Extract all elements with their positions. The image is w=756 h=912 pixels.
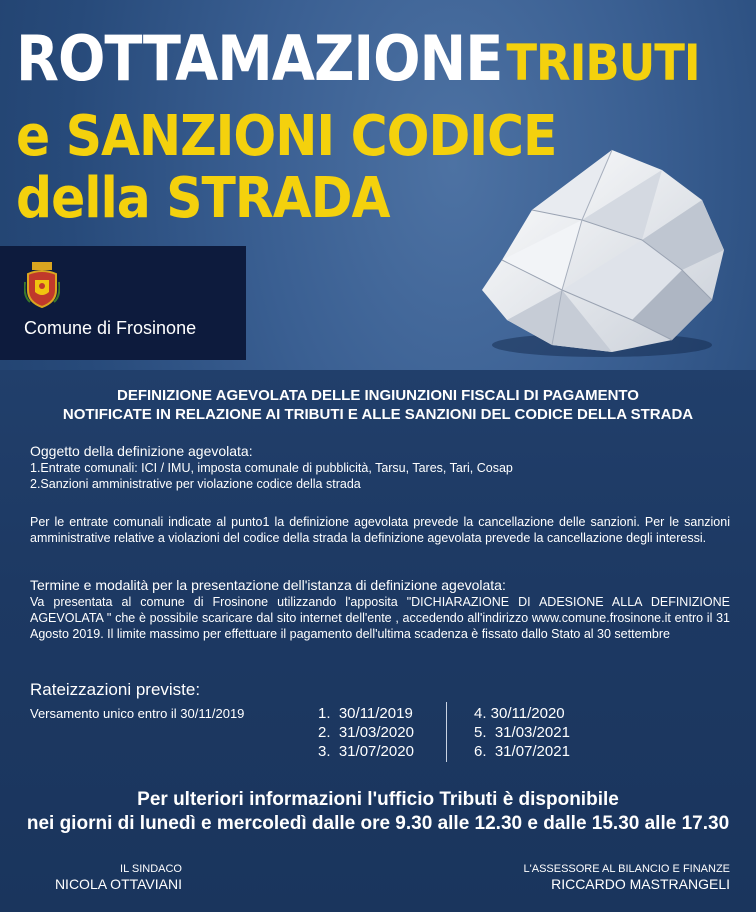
signature-assessore (470, 862, 730, 892)
headline-line-1 (16, 22, 700, 106)
oggetto-section (30, 442, 730, 492)
info-line-2: nei giorni di lunedì e mercoledì dalle ore 9.30 alle 12.30 e dalle 15.30 alle 17.30 (26, 813, 730, 834)
rate-column-2 (474, 704, 570, 761)
assessore-name: RICCARDO MASTRANGELI (551, 876, 730, 892)
paragraph-1: Per le entrate comunali indicate al punto1 la definizione agevolata prevede la cancellazione delle sanzioni. Per le sanzioni amministrative relative a violazioni del codice della strada la definizione agevolata prevede la cancellazione degli interessi. (30, 515, 730, 545)
rate-item: 3. 31/07/2020 (318, 743, 414, 760)
termine-heading: Termine e modalità per la presentazione dell'istanza di definizione agevolata: (30, 577, 506, 593)
rate-item: 2. 31/03/2020 (318, 724, 414, 741)
oggetto-item-2: 2.Sanzioni amministrative per violazione codice della strada (30, 477, 361, 491)
headline-line-2: e SANZIONI CODICE (16, 104, 557, 169)
city-crest-icon (24, 262, 60, 308)
logo-box (0, 246, 246, 360)
rate-item: 4. 30/11/2020 (474, 705, 565, 722)
headline (16, 22, 700, 231)
rate-item: 5. 31/03/2021 (474, 724, 570, 741)
signature-sindaco (38, 862, 182, 892)
rateizzazioni-title: Rateizzazioni previste: (30, 680, 201, 699)
info-block (0, 788, 756, 836)
comune-label: Comune di Frosinone (24, 318, 197, 338)
headline-tributi: TRIBUTI (506, 34, 700, 92)
sindaco-name: NICOLA OTTAVIANI (54, 876, 182, 892)
versamento-unico: Versamento unico entro il 30/11/2019 (30, 706, 245, 721)
rate-item: 1. 30/11/2019 (318, 705, 413, 722)
subtitle-line-1: DEFINIZIONE AGEVOLATA DELLE INGIUNZIONI FISCALI DI PAGAMENTO (117, 387, 639, 404)
termine-section (30, 576, 730, 642)
headline-rottamazione: ROTTAMAZIONE (16, 22, 503, 95)
oggetto-heading: Oggetto della definizione agevolata: (30, 443, 253, 459)
rate-item: 6. 31/07/2021 (474, 743, 570, 760)
rate-column-1 (318, 704, 414, 761)
oggetto-item-1: 1.Entrate comunali: ICI / IMU, imposta comunale di pubblicità, Tarsu, Tares, Tari, Cosap (30, 461, 513, 475)
subtitle-line-2: NOTIFICATE IN RELAZIONE AI TRIBUTI E ALLE SANZIONI DEL CODICE DELLA STRADA (62, 406, 694, 423)
headline-line-3: della STRADA (16, 166, 390, 231)
assessore-role: L'ASSESSORE AL BILANCIO E FINANZE (523, 863, 730, 875)
termine-text: Va presentata al comune di Frosinone utilizzando l'apposita "DICHIARAZIONE DI ADESIONE ALLA DEFINIZIONE AGEVOLATA " che è possibile scaricare dal sito internet dell'ente , accedendo all'indirizzo www.comune.frosinone.it entro il 31 Agosto 2019. Il limite massimo per effettuare il pagamento dell'ultima scadenza è fissato dallo Stato al 30 settembre (30, 595, 730, 641)
info-line-1: Per ulteriori informazioni l'ufficio Tributi è disponibile (137, 789, 619, 810)
subtitle (0, 386, 756, 424)
sindaco-role: IL SINDACO (120, 863, 182, 875)
rate-divider (446, 702, 447, 762)
